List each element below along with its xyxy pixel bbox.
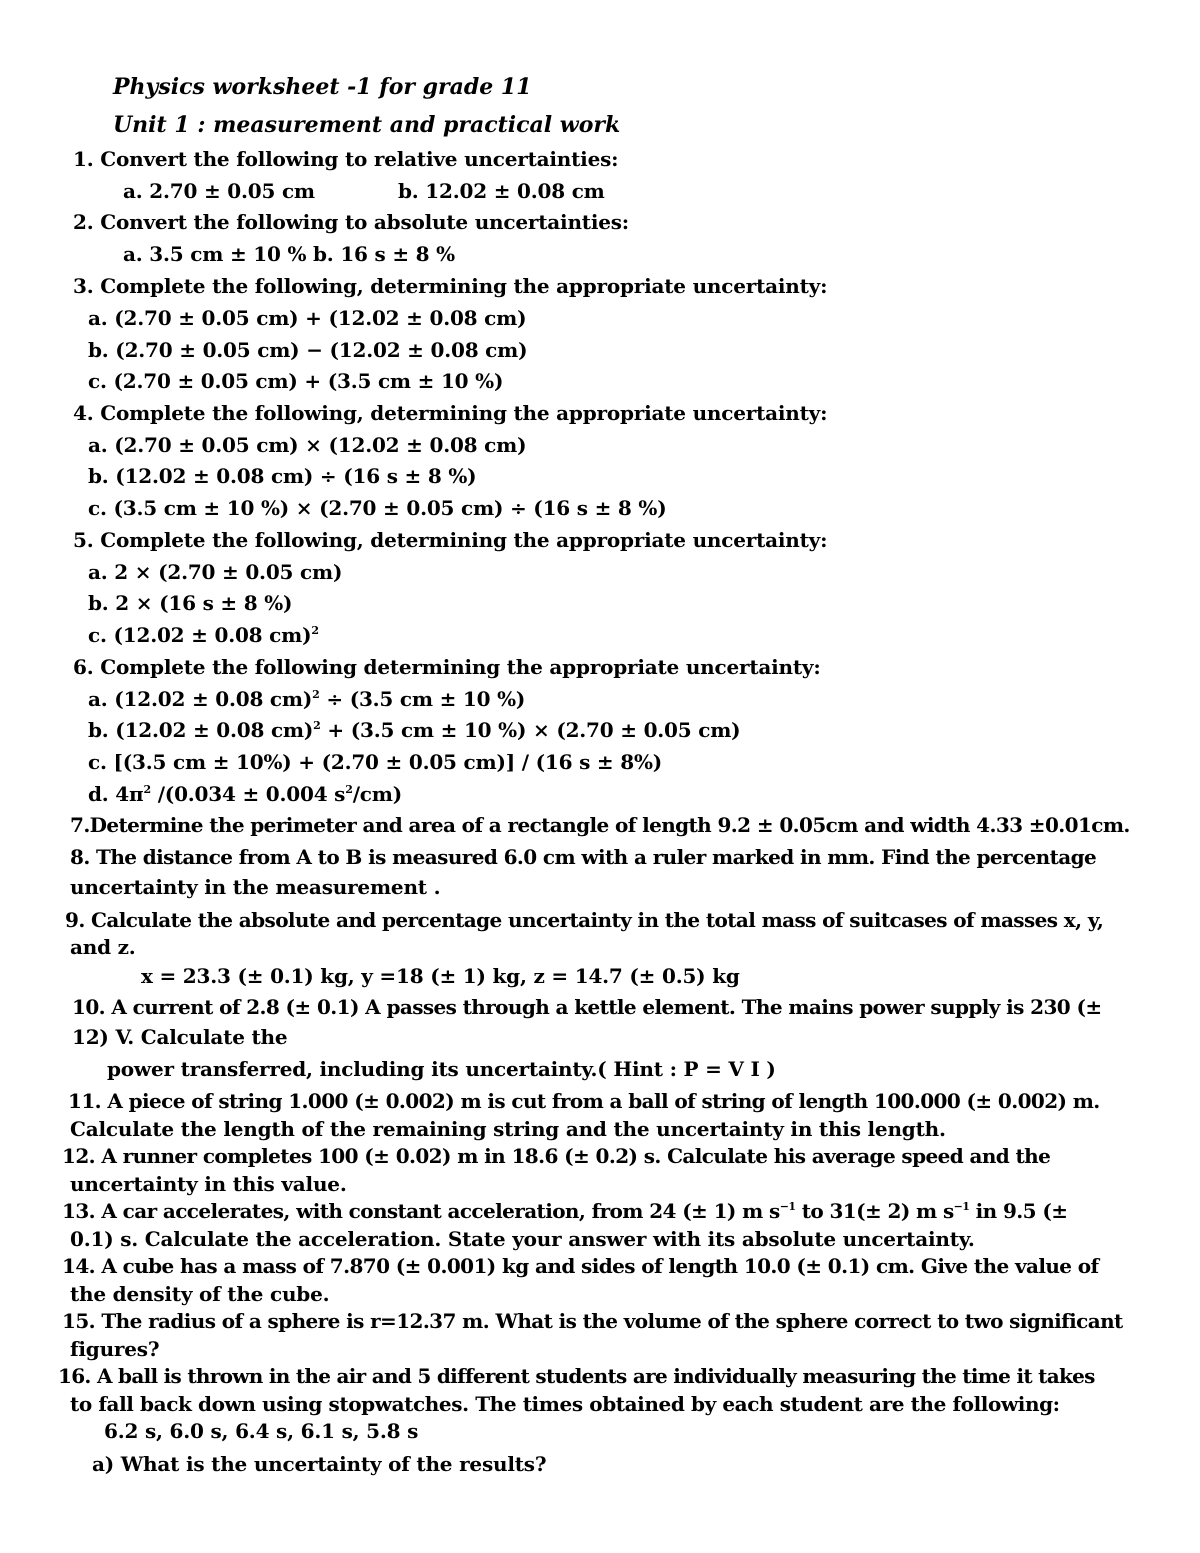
question-16-line-2: to fall back down using stopwatches. The times obtained by each student are the following: bbox=[70, 1392, 1060, 1416]
question-9-line-2: and z. bbox=[70, 935, 136, 959]
question-10-line-3: power transferred, including its uncertainty.( Hint : P = V I ) bbox=[107, 1057, 776, 1081]
question-13-text: 13. A car accelerates, with constant acceleration, from 24 (± 1) m s bbox=[62, 1199, 780, 1223]
question-16a: a) What is the uncertainty of the results? bbox=[92, 1452, 547, 1476]
unit-heading: Unit 1 : measurement and practical work bbox=[113, 112, 621, 138]
question-6: 6. Complete the following determining the appropriate uncertainty: bbox=[73, 655, 821, 679]
question-6c: c. [(3.5 cm ± 10%) + (2.70 ± 0.05 cm)] / (16 s ± 8%) bbox=[88, 750, 663, 774]
superscript-2: 2 bbox=[143, 783, 151, 796]
question-8-line-2: uncertainty in the measurement . bbox=[70, 875, 441, 899]
question-12-line-1: 12. A runner completes 100 (± 0.02) m in 18.6 (± 0.2) s. Calculate his average speed and the bbox=[62, 1144, 1051, 1168]
question-10-line-1: 10. A current of 2.8 (± 0.1) A passes through a kettle element. The mains power supply is 230 (± bbox=[72, 995, 1102, 1019]
superscript-minus-1: −1 bbox=[953, 1200, 970, 1213]
question-9-masses: x = 23.3 (± 0.1) kg, y =18 (± 1) kg, z = 14.7 (± 0.5) kg bbox=[141, 964, 740, 988]
superscript-minus-1: −1 bbox=[779, 1200, 796, 1213]
question-5c-text: c. (12.02 ± 0.08 cm) bbox=[88, 623, 312, 647]
question-4a: a. (2.70 ± 0.05 cm) × (12.02 ± 0.08 cm) bbox=[88, 433, 527, 457]
question-6b-rest: + (3.5 cm ± 10 %) × (2.70 ± 0.05 cm) bbox=[320, 718, 741, 742]
question-13-text-3: in 9.5 (± bbox=[969, 1199, 1068, 1223]
question-6b bbox=[88, 716, 740, 744]
question-16-line-1: 16. A ball is thrown in the air and 5 different students are individually measuring the time it takes bbox=[58, 1364, 1095, 1388]
question-10-line-2: 12) V. Calculate the bbox=[72, 1025, 288, 1049]
superscript-2: 2 bbox=[313, 719, 321, 732]
question-4: 4. Complete the following, determining the appropriate uncertainty: bbox=[73, 401, 828, 425]
question-3b: b. (2.70 ± 0.05 cm) − (12.02 ± 0.08 cm) bbox=[88, 338, 528, 362]
question-6d-text: d. 4π bbox=[88, 782, 144, 806]
question-12-line-2: uncertainty in this value. bbox=[70, 1172, 347, 1196]
question-9-line-1: 9. Calculate the absolute and percentage uncertainty in the total mass of suitcases of masses x, y, bbox=[65, 908, 1104, 932]
superscript-2: 2 bbox=[312, 688, 320, 701]
question-4b: b. (12.02 ± 0.08 cm) ÷ (16 s ± 8 %) bbox=[88, 464, 477, 488]
question-6d-rest: /cm) bbox=[352, 782, 403, 806]
question-8-line-1: 8. The distance from A to B is measured 6.0 cm with a ruler marked in mm. Find the percentage bbox=[70, 845, 1097, 869]
question-15-line-1: 15. The radius of a sphere is r=12.37 m. What is the volume of the sphere correct to two significant bbox=[62, 1309, 1123, 1333]
question-2ab: a. 3.5 cm ± 10 % b. 16 s ± 8 % bbox=[123, 242, 455, 266]
question-7: 7.Determine the perimeter and area of a rectangle of length 9.2 ± 0.05cm and width 4.33 ±0.01cm. bbox=[70, 813, 1130, 837]
question-5c bbox=[88, 621, 319, 649]
question-5a: a. 2 × (2.70 ± 0.05 cm) bbox=[88, 560, 343, 584]
question-2: 2. Convert the following to absolute uncertainties: bbox=[73, 210, 629, 234]
superscript-2: 2 bbox=[345, 783, 353, 796]
question-11-line-1: 11. A piece of string 1.000 (± 0.002) m is cut from a ball of string of length 100.000 (± 0.002) m. bbox=[68, 1089, 1100, 1113]
question-6d bbox=[88, 780, 402, 808]
question-14-line-1: 14. A cube has a mass of 7.870 (± 0.001) kg and sides of length 10.0 (± 0.1) cm. Give the value of bbox=[62, 1254, 1099, 1278]
question-1b: b. 12.02 ± 0.08 cm bbox=[398, 179, 605, 203]
question-13-line-1 bbox=[62, 1197, 1067, 1225]
question-13-line-2: 0.1) s. Calculate the acceleration. State your answer with its absolute uncertainty. bbox=[70, 1227, 975, 1251]
question-3: 3. Complete the following, determining the appropriate uncertainty: bbox=[73, 274, 828, 298]
question-6a-text: a. (12.02 ± 0.08 cm) bbox=[88, 687, 313, 711]
question-1: 1. Convert the following to relative uncertainties: bbox=[73, 147, 619, 171]
question-6a-rest: ÷ (3.5 cm ± 10 %) bbox=[319, 687, 526, 711]
question-5: 5. Complete the following, determining the appropriate uncertainty: bbox=[73, 528, 828, 552]
question-15-line-2: figures? bbox=[70, 1337, 160, 1361]
question-1a: a. 2.70 ± 0.05 cm bbox=[123, 179, 315, 203]
question-16-times: 6.2 s, 6.0 s, 6.4 s, 6.1 s, 5.8 s bbox=[104, 1419, 419, 1443]
question-5b: b. 2 × (16 s ± 8 %) bbox=[88, 591, 293, 615]
question-6a bbox=[88, 685, 525, 713]
question-6b-text: b. (12.02 ± 0.08 cm) bbox=[88, 718, 314, 742]
worksheet-title: Physics worksheet -1 for grade 11 bbox=[113, 74, 532, 100]
superscript-2: 2 bbox=[311, 624, 319, 637]
question-13-text-2: to 31(± 2) m s bbox=[795, 1199, 954, 1223]
question-14-line-2: the density of the cube. bbox=[70, 1282, 330, 1306]
question-3a: a. (2.70 ± 0.05 cm) + (12.02 ± 0.08 cm) bbox=[88, 306, 527, 330]
question-4c: c. (3.5 cm ± 10 %) × (2.70 ± 0.05 cm) ÷ (16 s ± 8 %) bbox=[88, 496, 667, 520]
question-3c: c. (2.70 ± 0.05 cm) + (3.5 cm ± 10 %) bbox=[88, 369, 504, 393]
question-11-line-2: Calculate the length of the remaining string and the uncertainty in this length. bbox=[70, 1117, 946, 1141]
question-6d-mid: /(0.034 ± 0.004 s bbox=[150, 782, 346, 806]
